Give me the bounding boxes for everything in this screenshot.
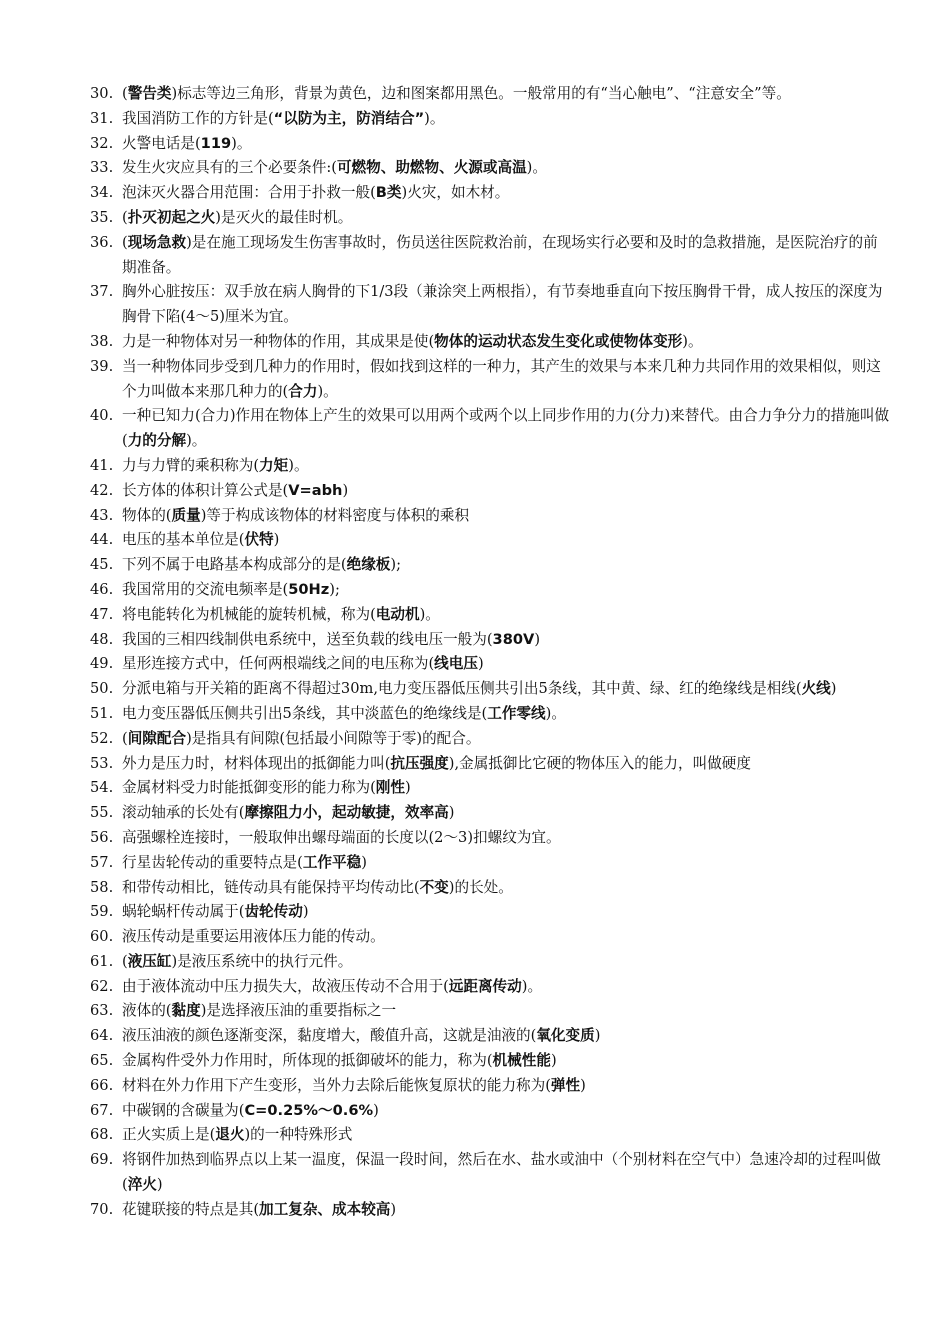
- item-text: [122, 1049, 890, 1074]
- item-number: 42.: [90, 481, 114, 499]
- answer-text: 工作零线: [487, 704, 546, 722]
- question-text: )。: [419, 605, 440, 623]
- question-text: 液压传动是重要运用液体压力能的传动。: [122, 928, 385, 946]
- question-text: ): [405, 779, 411, 797]
- item-number: 43.: [90, 506, 114, 524]
- answer-text: 可燃物、助燃物、火源或高温: [336, 159, 527, 177]
- question-item: [90, 181, 890, 206]
- item-number: 54.: [90, 779, 114, 797]
- question-item: [90, 975, 890, 1000]
- item-number: 51.: [90, 704, 114, 722]
- item-number: 34.: [90, 184, 114, 202]
- item-text: [122, 702, 890, 727]
- question-text: )是在施工现场发生伤害事故时，伤员送往医院救治前，在现场实行必要和及时的急救措施，是医院治疗的前期准备。: [122, 233, 878, 276]
- item-text: [122, 578, 890, 603]
- question-item: [90, 107, 890, 132]
- item-text: [122, 677, 890, 702]
- answer-text: 力的分解: [127, 432, 187, 450]
- question-text: 将电能转化为机械能的旋转机械，称为(: [122, 605, 376, 623]
- item-number: 69.: [90, 1151, 114, 1169]
- question-item: [90, 876, 890, 901]
- item-number: 39.: [90, 357, 114, 375]
- question-item: [90, 628, 890, 653]
- question-item: [90, 528, 890, 553]
- question-text: 下列不属于电路基本构成部分的是(: [122, 556, 347, 574]
- answer-text: 加工复杂、成本较高: [259, 1200, 391, 1218]
- answer-text: 远距离传动: [448, 977, 522, 995]
- item-text: [122, 652, 890, 677]
- question-text: 液压油液的颜色逐渐变深，黏度增大，酸值升高，这就是油液的(: [122, 1027, 537, 1045]
- question-text: ): [830, 680, 837, 698]
- item-text: [122, 82, 890, 107]
- item-number: 46.: [90, 580, 114, 598]
- question-text: 火警电话是(: [122, 134, 201, 152]
- question-text: )等于构成该物体的材料密度与体积的乘积: [200, 506, 470, 524]
- item-number: 62.: [90, 977, 114, 995]
- answer-text: 物体的运动状态发生变化或使物体变形: [434, 332, 683, 350]
- item-text: [122, 752, 890, 777]
- question-item: [90, 950, 890, 975]
- question-text: 外力是压力时，材料体现出的抵御能力叫(: [122, 754, 391, 772]
- question-text: 行星齿轮传动的重要特点是(: [122, 853, 303, 871]
- answer-text: 火线: [801, 680, 831, 698]
- answer-text: 齿轮传动: [244, 903, 303, 921]
- item-number: 65.: [90, 1052, 114, 1070]
- item-text: [122, 280, 890, 330]
- question-text: 材料在外力作用下产生变形，当外力去除后能恢复原状的能力称为(: [122, 1076, 551, 1094]
- item-text: [122, 479, 890, 504]
- item-text: [122, 727, 890, 752]
- item-text: [122, 999, 890, 1024]
- question-item: [90, 206, 890, 231]
- answer-text: 机械性能: [492, 1052, 551, 1070]
- item-number: 30.: [90, 85, 114, 102]
- item-text: [122, 628, 890, 653]
- question-text: )火灾，如木材。: [401, 184, 510, 202]
- item-text: [122, 900, 890, 925]
- question-text: 发生火灾应具有的三个必要条件:(: [122, 159, 337, 177]
- question-item: [90, 231, 890, 281]
- question-text: )的一种特殊形式: [244, 1126, 353, 1144]
- question-item: [90, 652, 890, 677]
- question-item: [90, 727, 890, 752]
- item-number: 44.: [90, 531, 114, 549]
- question-text: 我国消防工作的方针是(: [122, 109, 274, 127]
- question-text: 一种已知力(合力)作用在物体上产生的效果可以用两个或两个以上同步作用的力(分力)来替代。由合力争分力的措施叫做(: [122, 407, 890, 450]
- answer-text: 质量: [171, 506, 201, 524]
- question-item: [90, 330, 890, 355]
- answer-text: 黏度: [171, 1002, 201, 1020]
- item-number: 67.: [90, 1101, 114, 1119]
- answer-text: 50Hz: [288, 580, 330, 598]
- question-text: 泡沫灭火器合用范围：合用于扑救一般(: [122, 184, 376, 202]
- question-text: ): [477, 655, 484, 673]
- answer-text: 电动机: [375, 605, 420, 623]
- question-text: 中碳钢的含碳量为(: [122, 1101, 245, 1119]
- item-text: [122, 156, 890, 181]
- item-text: [122, 1099, 890, 1124]
- item-text: [122, 603, 890, 628]
- question-item: [90, 900, 890, 925]
- question-text: 液体的(: [122, 1002, 172, 1020]
- question-text: )。: [186, 432, 207, 450]
- item-number: 64.: [90, 1027, 114, 1045]
- question-item: [90, 702, 890, 727]
- answer-text: 绝缘板: [346, 556, 391, 574]
- item-text: [122, 1148, 890, 1198]
- question-item: [90, 132, 890, 157]
- item-text: [122, 504, 890, 529]
- answer-text: 抗压强度: [390, 754, 449, 772]
- answer-text: 刚性: [375, 779, 405, 797]
- question-text: )标志等边三角形，背景为黄色，边和图案都用黑色。一般常用的有“当心触电”、“注意安全”等。: [171, 85, 791, 102]
- answer-text: V=abh: [288, 481, 343, 499]
- question-item: [90, 1049, 890, 1074]
- answer-text: 现场急救: [127, 233, 187, 251]
- question-text: 我国常用的交流电频率是(: [122, 580, 289, 598]
- item-text: [122, 107, 890, 132]
- item-text: [122, 950, 890, 975]
- question-text: )的长处。: [448, 878, 513, 896]
- item-number: 58.: [90, 878, 114, 896]
- item-text: [122, 1024, 890, 1049]
- question-text: )。: [288, 456, 309, 474]
- answer-text: 摩擦阻力小，起动敏捷，效率高: [244, 804, 449, 822]
- question-text: ): [448, 804, 455, 822]
- question-text: )。: [526, 159, 547, 177]
- item-number: 49.: [90, 655, 114, 673]
- answer-text: 退火: [215, 1126, 245, 1144]
- answer-text: 氧化变质: [536, 1027, 595, 1045]
- answer-text: “以防为主，防消结合”: [273, 109, 425, 127]
- item-text: [122, 876, 890, 901]
- item-number: 48.: [90, 630, 114, 648]
- question-text: 星形连接方式中，任何两根端线之间的电压称为(: [122, 655, 435, 673]
- question-text: 电力变压器低压侧共引出5条线，其中淡蓝色的绝缘线是(: [122, 704, 488, 722]
- question-text: )。: [682, 332, 703, 350]
- item-number: 57.: [90, 853, 114, 871]
- question-text: 金属构件受外力作用时，所体现的抵御破坏的能力，称为(: [122, 1052, 493, 1070]
- question-text: (: [122, 85, 128, 102]
- item-number: 55.: [90, 804, 114, 822]
- question-text: 蜗轮蜗杆传动属于(: [122, 903, 245, 921]
- answer-text: 力矩: [259, 456, 289, 474]
- item-text: [122, 851, 890, 876]
- question-item: [90, 504, 890, 529]
- answer-text: B类: [375, 184, 402, 202]
- question-text: ): [273, 531, 280, 549]
- answer-text: 不变: [419, 878, 449, 896]
- answer-text: 液压缸: [127, 952, 172, 970]
- question-text: 当一种物体同步受到几种力的作用时，假如找到这样的一种力，其产生的效果与本来几种力共同作用的效果相似，则这个力叫做本来那几种力的(: [122, 357, 881, 400]
- item-text: [122, 1074, 890, 1099]
- question-item: [90, 826, 890, 851]
- question-text: )。: [424, 109, 445, 127]
- question-text: ): [156, 1176, 163, 1194]
- answer-text: 工作平稳: [302, 853, 362, 871]
- item-text: [122, 231, 890, 281]
- item-text: [122, 553, 890, 578]
- question-item: [90, 1099, 890, 1124]
- question-item: [90, 82, 890, 107]
- question-item: [90, 578, 890, 603]
- question-text: ): [342, 481, 349, 499]
- question-text: 我国的三相四线制供电系统中，送至负载的线电压一般为(: [122, 630, 493, 648]
- question-item: [90, 1074, 890, 1099]
- item-number: 66.: [90, 1076, 114, 1094]
- item-number: 68.: [90, 1126, 114, 1144]
- answer-text: C=0.25%～0.6%: [244, 1101, 374, 1119]
- question-item: [90, 1198, 890, 1223]
- item-text: [122, 528, 890, 553]
- item-text: [122, 404, 890, 454]
- question-text: 分派电箱与开关箱的距离不得超过30m,电力变压器低压侧共引出5条线，其中黄、绿、红的绝缘线是相线(: [122, 680, 802, 698]
- question-text: (: [122, 952, 128, 970]
- item-text: [122, 826, 890, 851]
- question-text: )是灭火的最佳时机。: [215, 208, 353, 226]
- question-text: ): [594, 1027, 601, 1045]
- question-text: ): [580, 1076, 586, 1094]
- question-item: [90, 404, 890, 454]
- question-item: [90, 156, 890, 181]
- question-text: ): [302, 903, 309, 921]
- item-number: 32.: [90, 134, 114, 152]
- item-text: [122, 330, 890, 355]
- question-text: ): [361, 853, 367, 871]
- question-text: )是液压系统中的执行元件。: [171, 952, 353, 970]
- question-item: [90, 925, 890, 950]
- answer-text: 380V: [492, 630, 535, 648]
- answer-text: 弹性: [550, 1076, 581, 1094]
- item-number: 35.: [90, 208, 114, 226]
- item-number: 52.: [90, 729, 114, 747]
- question-text: )是指具有间隙(包括最小间隙等于零)的配合。: [186, 729, 481, 747]
- question-text: 花键联接的特点是其(: [122, 1200, 260, 1218]
- question-item: [90, 479, 890, 504]
- question-item: [90, 553, 890, 578]
- answer-text: 扑灭初起之火: [127, 208, 216, 226]
- item-number: 61.: [90, 952, 114, 970]
- question-text: 胸外心脏按压：双手放在病人胸骨的下1/3段（兼涂突上两根指），有节奏地垂直向下按压胸骨干骨，成人按压的深度为胸骨下陷(4～5)厘米为宜。: [122, 283, 883, 326]
- question-text: )。: [317, 382, 338, 400]
- item-number: 60.: [90, 928, 114, 946]
- answer-text: 合力: [288, 382, 318, 400]
- item-number: 45.: [90, 556, 114, 574]
- question-text: )。: [545, 704, 566, 722]
- question-item: [90, 999, 890, 1024]
- question-text: ),金属抵御比它硬的物体压入的能力，叫做硬度: [448, 754, 751, 772]
- question-text: 正火实质上是(: [122, 1126, 216, 1144]
- question-text: 由于液体流动中压力损失大，故液压传动不合用于(: [122, 977, 449, 995]
- item-number: 50.: [90, 680, 114, 698]
- question-text: 物体的(: [122, 506, 172, 524]
- item-number: 36.: [90, 233, 114, 251]
- item-text: [122, 355, 890, 405]
- question-item: [90, 603, 890, 628]
- question-text: );: [329, 580, 340, 598]
- item-number: 40.: [90, 407, 114, 425]
- question-item: [90, 355, 890, 405]
- item-number: 38.: [90, 332, 114, 350]
- question-text: 高强螺栓连接时，一般取伸出螺母端面的长度以(2～3)扣螺纹为宜。: [122, 828, 561, 846]
- item-number: 59.: [90, 903, 114, 921]
- question-text: );: [390, 556, 402, 574]
- question-text: ): [550, 1052, 557, 1070]
- item-text: [122, 801, 890, 826]
- question-item: [90, 1123, 890, 1148]
- question-text: )。: [521, 977, 543, 995]
- item-number: 53.: [90, 754, 114, 772]
- item-number: 33.: [90, 159, 114, 177]
- question-text: (: [122, 233, 128, 251]
- item-text: [122, 776, 890, 801]
- question-item: [90, 454, 890, 479]
- item-number: 70.: [90, 1200, 114, 1218]
- question-item: [90, 280, 890, 330]
- question-text: )。: [231, 134, 252, 152]
- question-text: (: [122, 208, 128, 226]
- item-text: [122, 925, 890, 950]
- question-text: 金属材料受力时能抵御变形的能力称为(: [122, 779, 376, 797]
- question-item: [90, 801, 890, 826]
- answer-text: 淬火: [127, 1176, 157, 1194]
- question-text: 将钢件加热到临界点以上某一温度，保温一段时间，然后在水、盐水或油中（个别材料在空气中）急速冷却的过程叫做(: [122, 1151, 881, 1194]
- answer-text: 线电压: [434, 655, 478, 673]
- question-text: 和带传动相比，链传动具有能保持平均传动比(: [122, 878, 420, 896]
- item-number: 41.: [90, 456, 114, 474]
- question-item: [90, 1024, 890, 1049]
- question-text: 力是一种物体对另一种物体的作用，其成果是使(: [122, 332, 435, 350]
- question-item: [90, 776, 890, 801]
- question-item: [90, 851, 890, 876]
- question-text: (: [122, 729, 128, 747]
- question-item: [90, 1148, 890, 1198]
- question-text: ): [390, 1200, 397, 1218]
- item-text: [122, 975, 890, 1000]
- question-item: [90, 752, 890, 777]
- question-text: 长方体的体积计算公式是(: [122, 481, 289, 499]
- question-text: ): [534, 630, 541, 648]
- question-text: )是选择液压油的重要指标之一: [200, 1002, 397, 1020]
- answer-text: 119: [200, 134, 232, 152]
- item-number: 56.: [90, 828, 114, 846]
- question-text: 电压的基本单位是(: [122, 531, 245, 549]
- item-number: 63.: [90, 1002, 114, 1020]
- question-text: ): [373, 1101, 379, 1119]
- item-text: [122, 206, 890, 231]
- answer-text: 警告类: [127, 85, 172, 102]
- question-item: [90, 677, 890, 702]
- question-text: 力与力臂的乘积称为(: [122, 456, 260, 474]
- answer-text: 伏特: [244, 531, 274, 549]
- item-number: 31.: [90, 109, 114, 127]
- question-text: 滚动轴承的长处有(: [122, 804, 245, 822]
- item-number: 37.: [90, 283, 114, 301]
- item-number: 47.: [90, 605, 114, 623]
- item-text: [122, 132, 890, 157]
- item-text: [122, 1198, 890, 1223]
- item-text: [122, 181, 890, 206]
- item-text: [122, 1123, 890, 1148]
- answer-text: 间隙配合: [127, 729, 187, 747]
- item-text: [122, 454, 890, 479]
